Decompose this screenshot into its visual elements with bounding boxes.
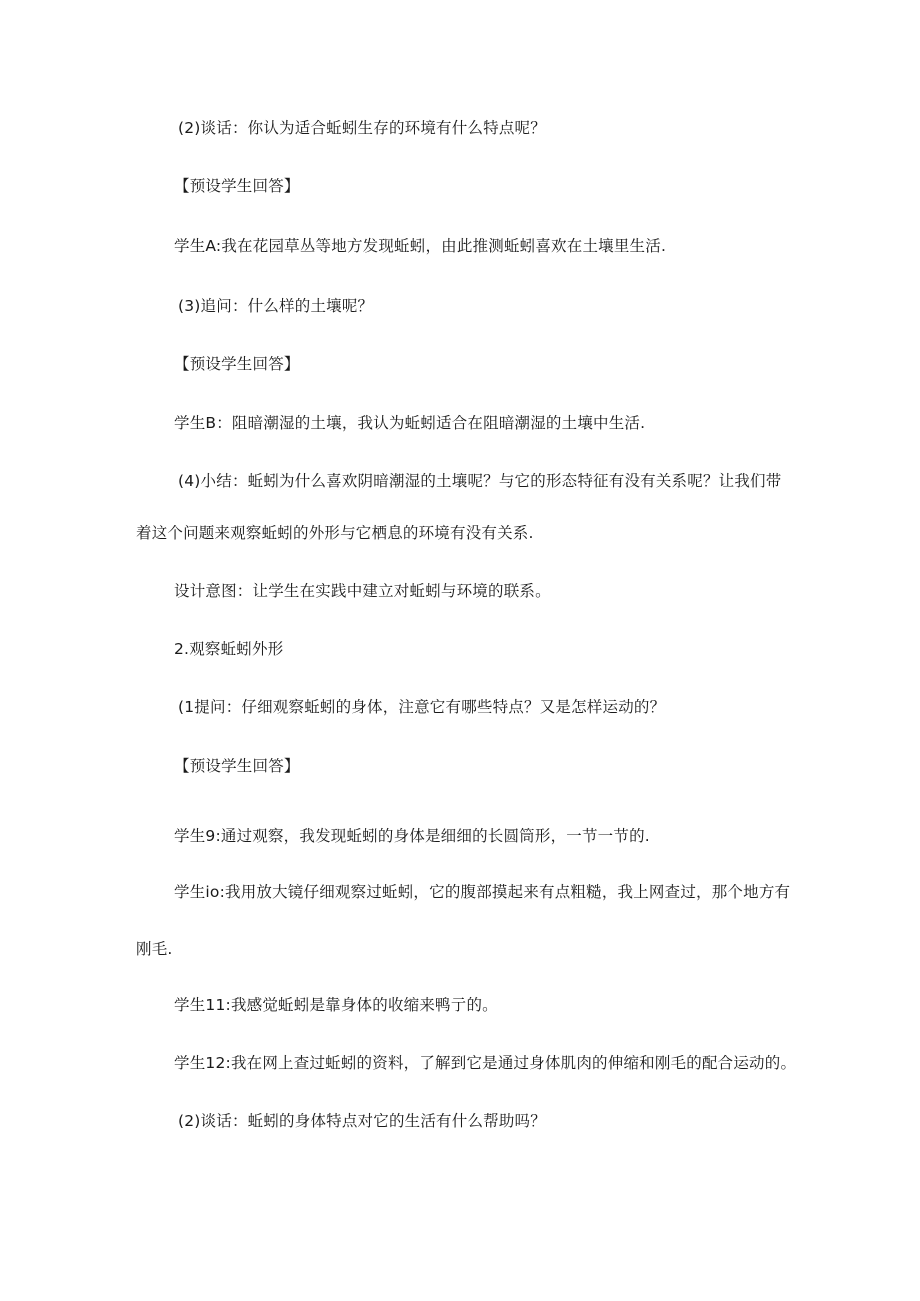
paragraph-talk-body-features: (2)谈话：蚯蚓的身体特点对它的生活有什么帮助吗？ xyxy=(178,1112,546,1130)
paragraph-follow-up-question: (3)追问：什么样的土壤呢？ xyxy=(178,297,374,315)
heading-preset-answer: 【预设学生回答】 xyxy=(174,355,300,373)
paragraph-talk-environment: (2)谈话：你认为适合蚯蚓生存的环境有什么特点呢？ xyxy=(178,119,546,137)
heading-preset-answer: 【预设学生回答】 xyxy=(174,757,300,775)
paragraph-question: (1提问：仔细观察蚯蚓的身体，注意它有哪些特点？又是怎样运动的？ xyxy=(178,698,666,716)
paragraph-student-a: 学生A:我在花园草丛等地方发现蚯蚓，由此推测蚯蚓喜欢在土壤里生活. xyxy=(174,237,667,255)
paragraph-student-12: 学生12:我在网上查过蚯蚓的资料，了解到它是通过身体肌肉的伸缩和刚毛的配合运动的。 xyxy=(174,1054,797,1072)
paragraph-student-11: 学生11:我感觉蚯蚓是靠身体的收缩来鸭亍的。 xyxy=(174,996,498,1014)
paragraph-student-9: 学生9:通过观察，我发现蚯蚓的身体是细细的长圆筒形，一节一节的. xyxy=(174,827,650,845)
paragraph-student-io-continued: 刚毛. xyxy=(136,940,173,958)
paragraph-student-io: 学生io:我用放大镜仔细观察过蚯蚓，它的腹部摸起来有点粗糙，我上网查过，那个地方有 xyxy=(174,883,791,901)
section-heading-observe-shape: 2.观察蚯蚓外形 xyxy=(174,640,284,658)
heading-preset-answer: 【预设学生回答】 xyxy=(174,177,300,195)
paragraph-summary: (4)小结：蚯蚓为什么喜欢阴暗潮湿的土壤呢？与它的形态特征有没有关系呢？让我们带 xyxy=(178,472,782,490)
paragraph-student-b: 学生B：阻暗潮湿的土壤，我认为蚯蚓适合在阻暗潮湿的土壤中生活. xyxy=(174,414,646,432)
paragraph-summary-continued: 着这个问题来观察蚯蚓的外形与它栖息的环境有没有关系. xyxy=(136,524,534,542)
paragraph-design-intent: 设计意图：让学生在实践中建立对蚯蚓与环境的联系。 xyxy=(174,582,551,600)
